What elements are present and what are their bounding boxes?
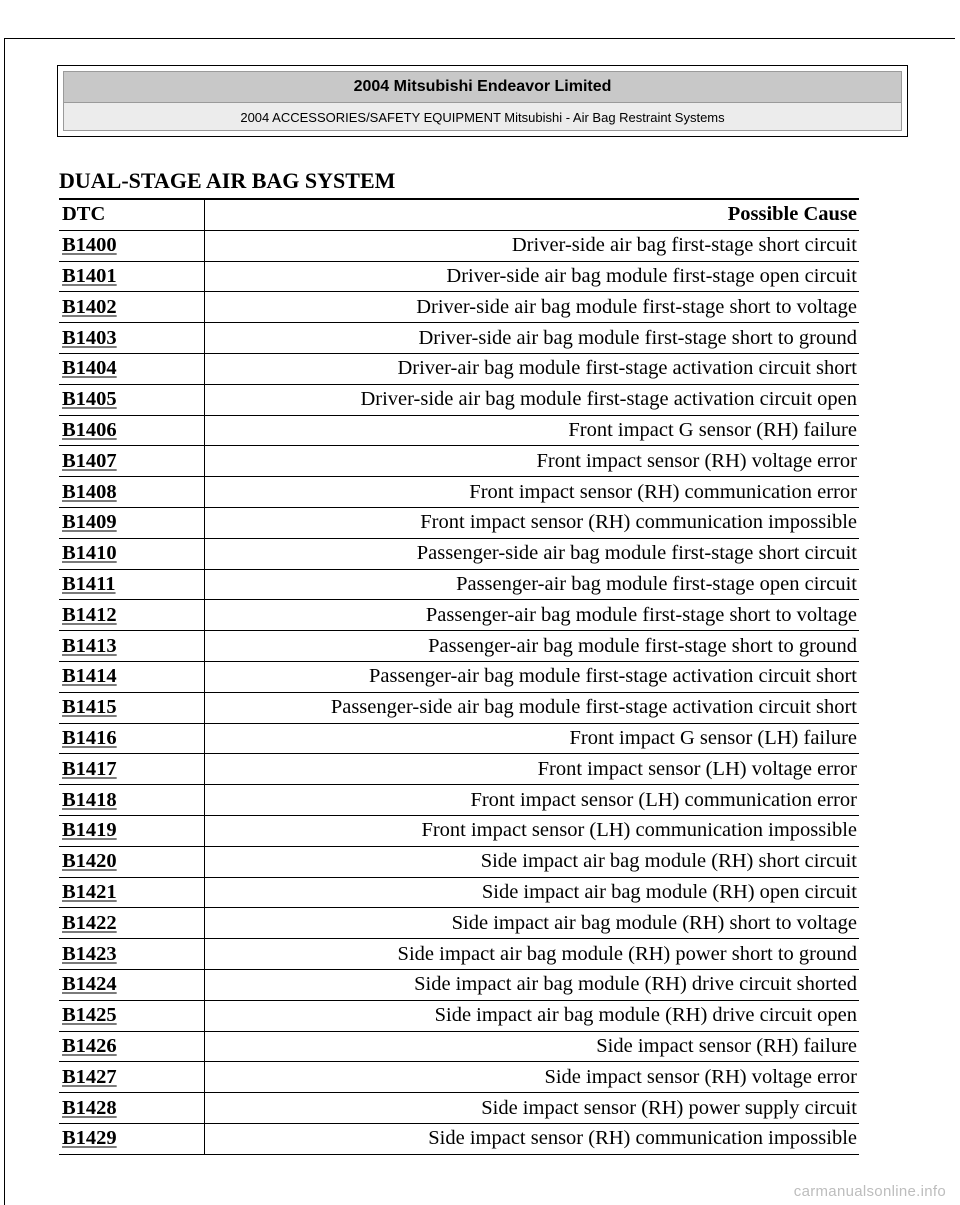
table-row bbox=[59, 600, 859, 631]
possible-cause-cell: Front impact sensor (LH) communication impossible bbox=[205, 815, 860, 846]
dtc-code-cell bbox=[59, 939, 205, 970]
dtc-code-cell bbox=[59, 1000, 205, 1031]
dtc-code-link[interactable]: B1404 bbox=[62, 357, 117, 380]
document-title: 2004 Mitsubishi Endeavor Limited bbox=[64, 72, 901, 103]
table-row bbox=[59, 785, 859, 816]
dtc-code-link[interactable]: B1418 bbox=[62, 788, 117, 811]
dtc-code-link[interactable]: B1417 bbox=[62, 757, 117, 780]
document-header-inner bbox=[63, 71, 902, 131]
possible-cause-cell: Front impact sensor (RH) voltage error bbox=[205, 446, 860, 477]
dtc-code-link[interactable]: B1423 bbox=[62, 942, 117, 965]
possible-cause-cell: Driver-side air bag module first-stage short to ground bbox=[205, 323, 860, 354]
table-row bbox=[59, 353, 859, 384]
table-row bbox=[59, 969, 859, 1000]
dtc-code-cell bbox=[59, 353, 205, 384]
possible-cause-cell: Driver-air bag module first-stage activation circuit short bbox=[205, 353, 860, 384]
possible-cause-cell: Side impact air bag module (RH) short to voltage bbox=[205, 908, 860, 939]
table-row bbox=[59, 754, 859, 785]
table-row bbox=[59, 292, 859, 323]
document-header bbox=[57, 65, 908, 137]
dtc-code-link[interactable]: B1427 bbox=[62, 1065, 117, 1088]
dtc-code-link[interactable]: B1426 bbox=[62, 1034, 117, 1057]
possible-cause-cell: Driver-side air bag module first-stage activation circuit open bbox=[205, 384, 860, 415]
dtc-code-cell bbox=[59, 477, 205, 508]
dtc-code-link[interactable]: B1416 bbox=[62, 726, 117, 749]
dtc-code-cell bbox=[59, 754, 205, 785]
table-row bbox=[59, 538, 859, 569]
possible-cause-cell: Driver-side air bag first-stage short circuit bbox=[205, 230, 860, 261]
possible-cause-cell: Front impact sensor (RH) communication impossible bbox=[205, 507, 860, 538]
table-row bbox=[59, 692, 859, 723]
dtc-code-cell bbox=[59, 415, 205, 446]
dtc-code-cell bbox=[59, 538, 205, 569]
dtc-code-link[interactable]: B1409 bbox=[62, 511, 117, 534]
table-row bbox=[59, 415, 859, 446]
table-row bbox=[59, 815, 859, 846]
table-row bbox=[59, 323, 859, 354]
dtc-code-cell bbox=[59, 600, 205, 631]
dtc-code-cell bbox=[59, 815, 205, 846]
table-row bbox=[59, 631, 859, 662]
dtc-code-link[interactable]: B1424 bbox=[62, 973, 117, 996]
table-row bbox=[59, 661, 859, 692]
possible-cause-cell: Passenger-side air bag module first-stage activation circuit short bbox=[205, 692, 860, 723]
dtc-code-link[interactable]: B1402 bbox=[62, 295, 117, 318]
possible-cause-cell: Passenger-air bag module first-stage short to ground bbox=[205, 631, 860, 662]
possible-cause-cell: Driver-side air bag module first-stage open circuit bbox=[205, 261, 860, 292]
table-row bbox=[59, 1062, 859, 1093]
possible-cause-cell: Passenger-air bag module first-stage activation circuit short bbox=[205, 661, 860, 692]
table-row bbox=[59, 1123, 859, 1154]
dtc-code-link[interactable]: B1412 bbox=[62, 603, 117, 626]
dtc-code-link[interactable]: B1401 bbox=[62, 264, 117, 287]
dtc-table bbox=[59, 198, 859, 1155]
table-row bbox=[59, 384, 859, 415]
dtc-code-link[interactable]: B1411 bbox=[62, 572, 116, 595]
dtc-code-cell bbox=[59, 692, 205, 723]
dtc-code-cell bbox=[59, 507, 205, 538]
dtc-code-link[interactable]: B1419 bbox=[62, 819, 117, 842]
possible-cause-cell: Side impact air bag module (RH) drive circuit open bbox=[205, 1000, 860, 1031]
dtc-code-cell bbox=[59, 323, 205, 354]
possible-cause-cell: Side impact sensor (RH) power supply circuit bbox=[205, 1093, 860, 1124]
table-row bbox=[59, 230, 859, 261]
possible-cause-cell: Front impact sensor (LH) voltage error bbox=[205, 754, 860, 785]
possible-cause-cell: Side impact sensor (RH) voltage error bbox=[205, 1062, 860, 1093]
dtc-code-cell bbox=[59, 292, 205, 323]
dtc-code-link[interactable]: B1420 bbox=[62, 850, 117, 873]
dtc-code-cell bbox=[59, 846, 205, 877]
dtc-code-cell bbox=[59, 785, 205, 816]
watermark: carmanualsonline.info bbox=[793, 1183, 946, 1200]
possible-cause-cell: Passenger-air bag module first-stage open circuit bbox=[205, 569, 860, 600]
dtc-code-cell bbox=[59, 230, 205, 261]
dtc-code-cell bbox=[59, 384, 205, 415]
dtc-code-link[interactable]: B1429 bbox=[62, 1127, 117, 1150]
dtc-code-link[interactable]: B1405 bbox=[62, 388, 117, 411]
possible-cause-cell: Driver-side air bag module first-stage short to voltage bbox=[205, 292, 860, 323]
possible-cause-cell: Front impact sensor (RH) communication error bbox=[205, 477, 860, 508]
dtc-code-cell bbox=[59, 1062, 205, 1093]
dtc-code-cell bbox=[59, 661, 205, 692]
dtc-code-cell bbox=[59, 877, 205, 908]
dtc-code-link[interactable]: B1425 bbox=[62, 1004, 117, 1027]
dtc-code-link[interactable]: B1407 bbox=[62, 449, 117, 472]
dtc-code-cell bbox=[59, 723, 205, 754]
table-row bbox=[59, 846, 859, 877]
possible-cause-cell: Front impact G sensor (RH) failure bbox=[205, 415, 860, 446]
dtc-code-link[interactable]: B1414 bbox=[62, 665, 117, 688]
table-row bbox=[59, 446, 859, 477]
possible-cause-cell: Passenger-side air bag module first-stage short circuit bbox=[205, 538, 860, 569]
section-title: DUAL-STAGE AIR BAG SYSTEM bbox=[59, 168, 396, 193]
table-row bbox=[59, 908, 859, 939]
dtc-code-cell bbox=[59, 969, 205, 1000]
dtc-code-link[interactable]: B1421 bbox=[62, 880, 117, 903]
table-row bbox=[59, 507, 859, 538]
table-row bbox=[59, 723, 859, 754]
possible-cause-cell: Side impact air bag module (RH) open circuit bbox=[205, 877, 860, 908]
table-row bbox=[59, 877, 859, 908]
dtc-code-cell bbox=[59, 631, 205, 662]
possible-cause-cell: Passenger-air bag module first-stage short to voltage bbox=[205, 600, 860, 631]
dtc-code-cell bbox=[59, 446, 205, 477]
table-row bbox=[59, 939, 859, 970]
table-row bbox=[59, 1031, 859, 1062]
dtc-code-link[interactable]: B1413 bbox=[62, 634, 117, 657]
possible-cause-cell: Side impact air bag module (RH) drive circuit shorted bbox=[205, 969, 860, 1000]
dtc-code-link[interactable]: B1415 bbox=[62, 696, 117, 719]
dtc-code-link[interactable]: B1403 bbox=[62, 326, 117, 349]
dtc-code-cell bbox=[59, 569, 205, 600]
dtc-code-link[interactable]: B1410 bbox=[62, 542, 117, 565]
dtc-code-cell bbox=[59, 908, 205, 939]
possible-cause-cell: Front impact sensor (LH) communication error bbox=[205, 785, 860, 816]
possible-cause-cell: Side impact air bag module (RH) power short to ground bbox=[205, 939, 860, 970]
table-header-row bbox=[59, 199, 859, 230]
dtc-code-cell bbox=[59, 1031, 205, 1062]
dtc-code-cell bbox=[59, 261, 205, 292]
possible-cause-cell: Front impact G sensor (LH) failure bbox=[205, 723, 860, 754]
dtc-code-cell bbox=[59, 1123, 205, 1154]
dtc-code-link[interactable]: B1422 bbox=[62, 911, 117, 934]
document-subtitle: 2004 ACCESSORIES/SAFETY EQUIPMENT Mitsubishi - Air Bag Restraint Systems bbox=[64, 103, 901, 130]
table-row bbox=[59, 261, 859, 292]
table-row bbox=[59, 1000, 859, 1031]
table-row bbox=[59, 477, 859, 508]
dtc-code-link[interactable]: B1428 bbox=[62, 1096, 117, 1119]
column-header-dtc: DTC bbox=[59, 199, 205, 230]
possible-cause-cell: Side impact sensor (RH) failure bbox=[205, 1031, 860, 1062]
table-row bbox=[59, 1093, 859, 1124]
possible-cause-cell: Side impact air bag module (RH) short circuit bbox=[205, 846, 860, 877]
possible-cause-cell: Side impact sensor (RH) communication impossible bbox=[205, 1123, 860, 1154]
dtc-code-cell bbox=[59, 1093, 205, 1124]
dtc-code-link[interactable]: B1400 bbox=[62, 234, 117, 257]
dtc-code-link[interactable]: B1406 bbox=[62, 418, 117, 441]
dtc-code-link[interactable]: B1408 bbox=[62, 480, 117, 503]
table-row bbox=[59, 569, 859, 600]
column-header-possible-cause: Possible Cause bbox=[205, 199, 860, 230]
